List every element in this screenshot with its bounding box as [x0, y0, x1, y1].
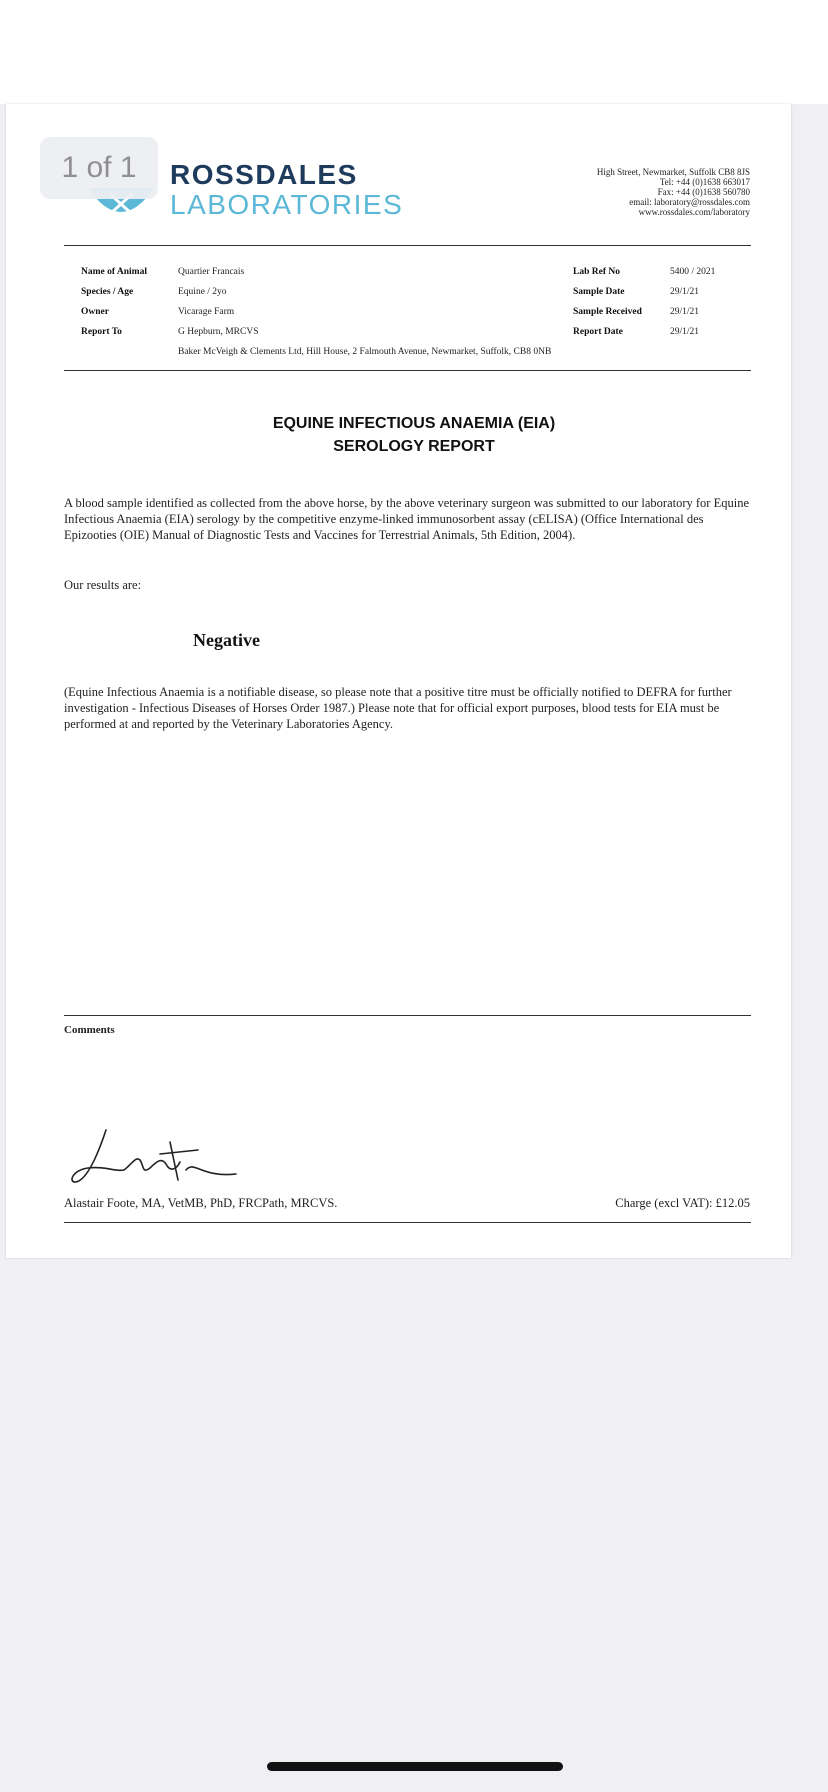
home-indicator[interactable] — [267, 1762, 563, 1771]
results-intro: Our results are: — [64, 578, 142, 592]
sample-date-label: Sample Date — [573, 287, 625, 297]
signatory-name: Alastair Foote, MA, VetMB, PhD, FRCPath, MRCVS. — [64, 1196, 338, 1210]
comments-label: Comments — [64, 1024, 115, 1036]
logo-line-rossdales: ROSSDALES — [170, 159, 358, 190]
document-page — [6, 104, 791, 1258]
sample-date-value: 29/1/21 — [670, 287, 700, 297]
comments-divider — [64, 1015, 751, 1016]
signature-image — [66, 1120, 246, 1190]
sample-received-label: Sample Received — [573, 307, 642, 317]
report-to-value: G Hepburn, MRCVS — [178, 327, 259, 337]
address-line: High Street, Newmarket, Suffolk CB8 8JS — [596, 167, 750, 177]
report-subtitle: SEROLOGY REPORT — [333, 438, 495, 455]
page-counter: 1 of 1 — [40, 137, 158, 199]
details-divider — [64, 370, 751, 371]
lab-address — [597, 167, 750, 217]
charge-amount: Charge (excl VAT): £12.05 — [615, 1196, 750, 1210]
header-divider — [64, 245, 751, 246]
viewer-top-bar — [0, 0, 828, 104]
report-intro-paragraph: A blood sample identified as collected from the above horse, by the above veterinary surgeon was submitted to our laboratory for Equine Infectious Anaemia (EIA) serology by the competitive enzyme-linked immunosorbent assay (cELISA) (Office International des Epizooties (OIE) Manual of Diagnostic Tests and Vaccines for Terrestrial Animals, 5th Edition, 2004). — [64, 496, 749, 542]
owner-label: Owner — [81, 307, 109, 317]
notifiable-disease-note: (Equine Infectious Anaemia is a notifiable disease, so please note that a positive titre must be officially notified to DEFRA for further investigation - Infectious Diseases of Horses Order 1987.) Please note that for official export purposes, blood tests for EIA must be performed at and reported by the Veterinary Laboratories Agency. — [64, 685, 732, 731]
report-to-label: Report To — [81, 327, 122, 337]
address-email: email: laboratory@rossdales.com — [629, 197, 750, 207]
report-to-address: Baker McVeigh & Clements Ltd, Hill House, 2 Falmouth Avenue, Newmarket, Suffolk, CB8 0NB — [178, 347, 552, 357]
report-title: EQUINE INFECTIOUS ANAEMIA (EIA) — [272, 415, 556, 432]
address-website: www.rossdales.com/laboratory — [638, 207, 750, 217]
logo-line-laboratories: LABORATORIES — [170, 189, 404, 220]
lab-ref-label: Lab Ref No — [573, 267, 620, 277]
name-of-animal-value: Quartier Francais — [178, 267, 245, 277]
name-of-animal-label: Name of Animal — [81, 267, 147, 277]
address-fax: Fax: +44 (0)1638 560780 — [657, 187, 750, 197]
owner-value: Vicarage Farm — [178, 307, 235, 317]
report-date-value: 29/1/21 — [670, 327, 700, 337]
lab-logo-text — [170, 160, 403, 220]
species-age-label: Species / Age — [81, 287, 134, 297]
test-result: Negative — [193, 630, 260, 650]
sample-received-value: 29/1/21 — [670, 307, 700, 317]
lab-ref-value: 5400 / 2021 — [670, 267, 716, 277]
footer-divider — [64, 1222, 751, 1223]
report-date-label: Report Date — [573, 327, 623, 337]
species-age-value: Equine / 2yo — [178, 287, 227, 297]
address-phone: Tel: +44 (0)1638 663017 — [659, 177, 750, 187]
